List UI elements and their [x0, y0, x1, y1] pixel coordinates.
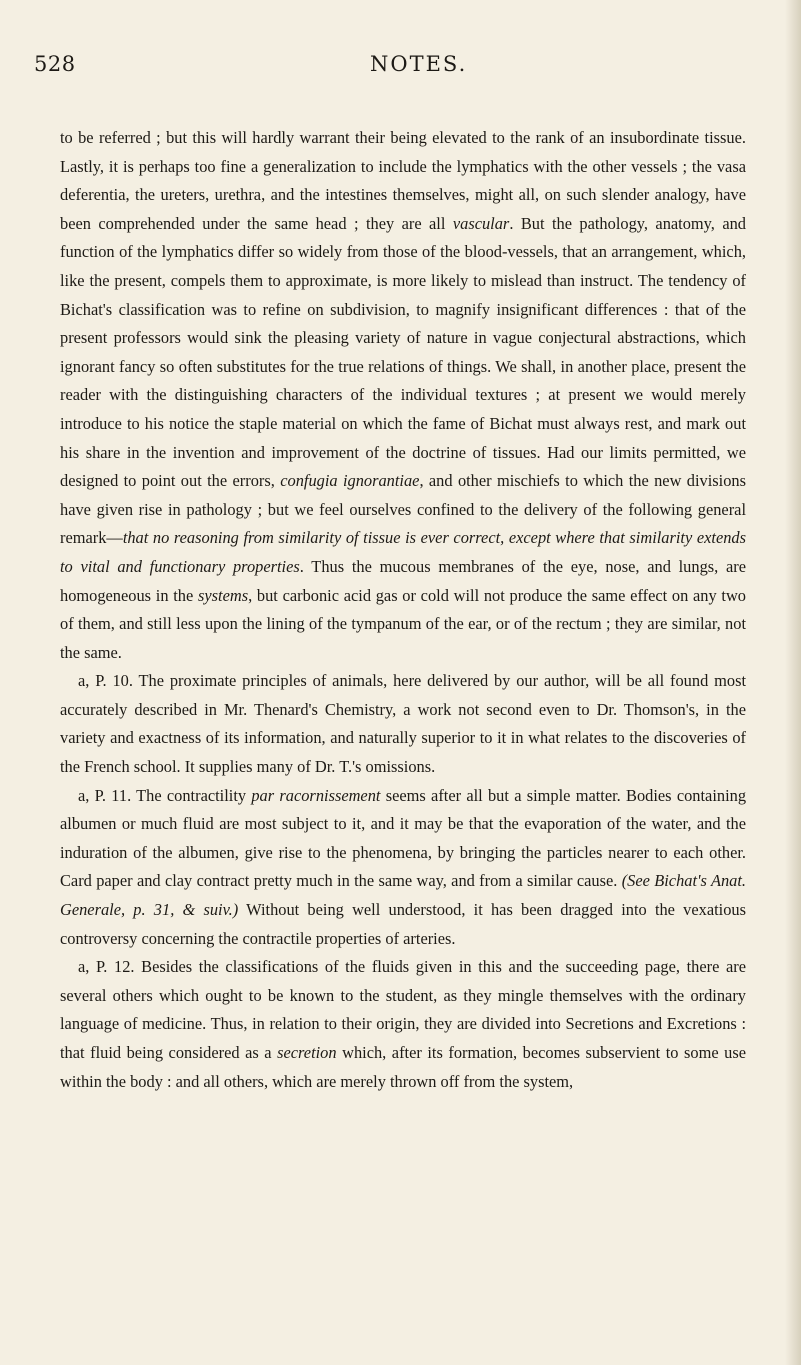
italic-text: that no reasoning from similarity of tissue is ever correct, except where that similarity extends to vital and functionary properties [60, 528, 746, 576]
page-edge-shadow [785, 0, 801, 1365]
text-run: , and other mischiefs to which the new divisions have given rise in pathology ; but we feel ourselves confined to the delivery of the following general remark— [60, 471, 746, 548]
text-run: , but carbonic acid gas or cold will not produce the same effect on any two of them, and still less upon the lining of the tympanum of the ear, or of the rectum ; they are similar, not the same. [60, 585, 746, 662]
page-header [34, 52, 634, 82]
paragraph-note-p11 [60, 782, 746, 954]
text-run: a, P. 11. The contractility [78, 785, 252, 805]
text-run: Without being well understood, it has been dragged into the vexatious controversy concerning the contractile properties of arteries. [60, 900, 746, 948]
paragraph-note-p12 [60, 953, 746, 1096]
text-run: . Thus the mucous membranes of the eye, nose, and lungs, are homogeneous in the [60, 556, 746, 605]
italic-text: confugia ignorantiae [280, 471, 420, 491]
italic-text: secretion [277, 1043, 337, 1062]
paragraph-note-p10 [60, 667, 746, 781]
text-run: . But the pathology, anatomy, and function of the lymphatics differ so widely from those of the blood-vessels, that an arrangement, which, like the present, compels them to approximate, is more likely to mislead than instruct. The tendency of Bichat's classification was to refine on subdivision, to magnify insignificant differences : that of the present professors would sink the pleasing variety of nature in vague conjectural abstractions, which ignorant fancy so often substitutes for the true relations of things. We shall, in another place, present the reader with the distinguishing characters of the individual textures ; at present we would merely introduce to his notice the staple material on which the fame of Bichat must always rest, and mark out his share in the invention and improvement of the doctrine of tissues. Had our limits permitted, we designed to point out the errors, [60, 213, 746, 491]
text-run: a, P. 10. The proximate principles of animals, here delivered by our author, will be all found most accurately described in Mr. Thenard's Chemistry, a work not second even to Dr. Thomson's, in the variety and exactness of its information, and naturally superior to it in what relates to the discoveries of the French school. It supplies many of Dr. T.'s omissions. [60, 671, 746, 777]
text-run: to be referred ; but this will hardly warrant their being elevated to the rank of an insubordinate tissue. Lastly, it is perhaps too fine a generalization to include the lymphatics with the other vessels ; the vasa deferentia, the ureters, urethra, and the intestines themselves, might all, on such slender analogy, have been comprehended under the same head ; they are all [60, 128, 746, 233]
paragraph-1 [60, 124, 746, 667]
text-run: a, P. 12. Besides the classifications of the fluids given in this and the succeeding page, there are several others which ought to be known to the student, as they mingle themselves with the ordinary language of medicine. Thus, in relation to their origin, they are divided into Secretions and Excretions : that fluid being considered as a [60, 957, 746, 1062]
text-run: seems after all but a simple matter. Bodies containing albumen or much fluid are most subject to it, and it may be that the evaporation of the water, and the induration of the albumen, give rise to the phenomena, by bringing the particles nearer to each other. Card paper and clay contract pretty much in the same way, and from a similar cause. [60, 785, 747, 891]
italic-text: vascular [452, 213, 510, 233]
italic-text: (See Bichat's Anat. Generale, p. 31, & suiv.) [60, 871, 746, 920]
notes-body [60, 124, 746, 1096]
italic-text: systems [198, 585, 249, 605]
italic-text: par racornissement [251, 785, 381, 805]
running-head: NOTES. [370, 52, 468, 76]
page-number: 528 [34, 52, 76, 76]
text-run: which, after its formation, becomes subservient to some use within the body : and all others, which are merely thrown off from the system, [60, 1043, 746, 1091]
